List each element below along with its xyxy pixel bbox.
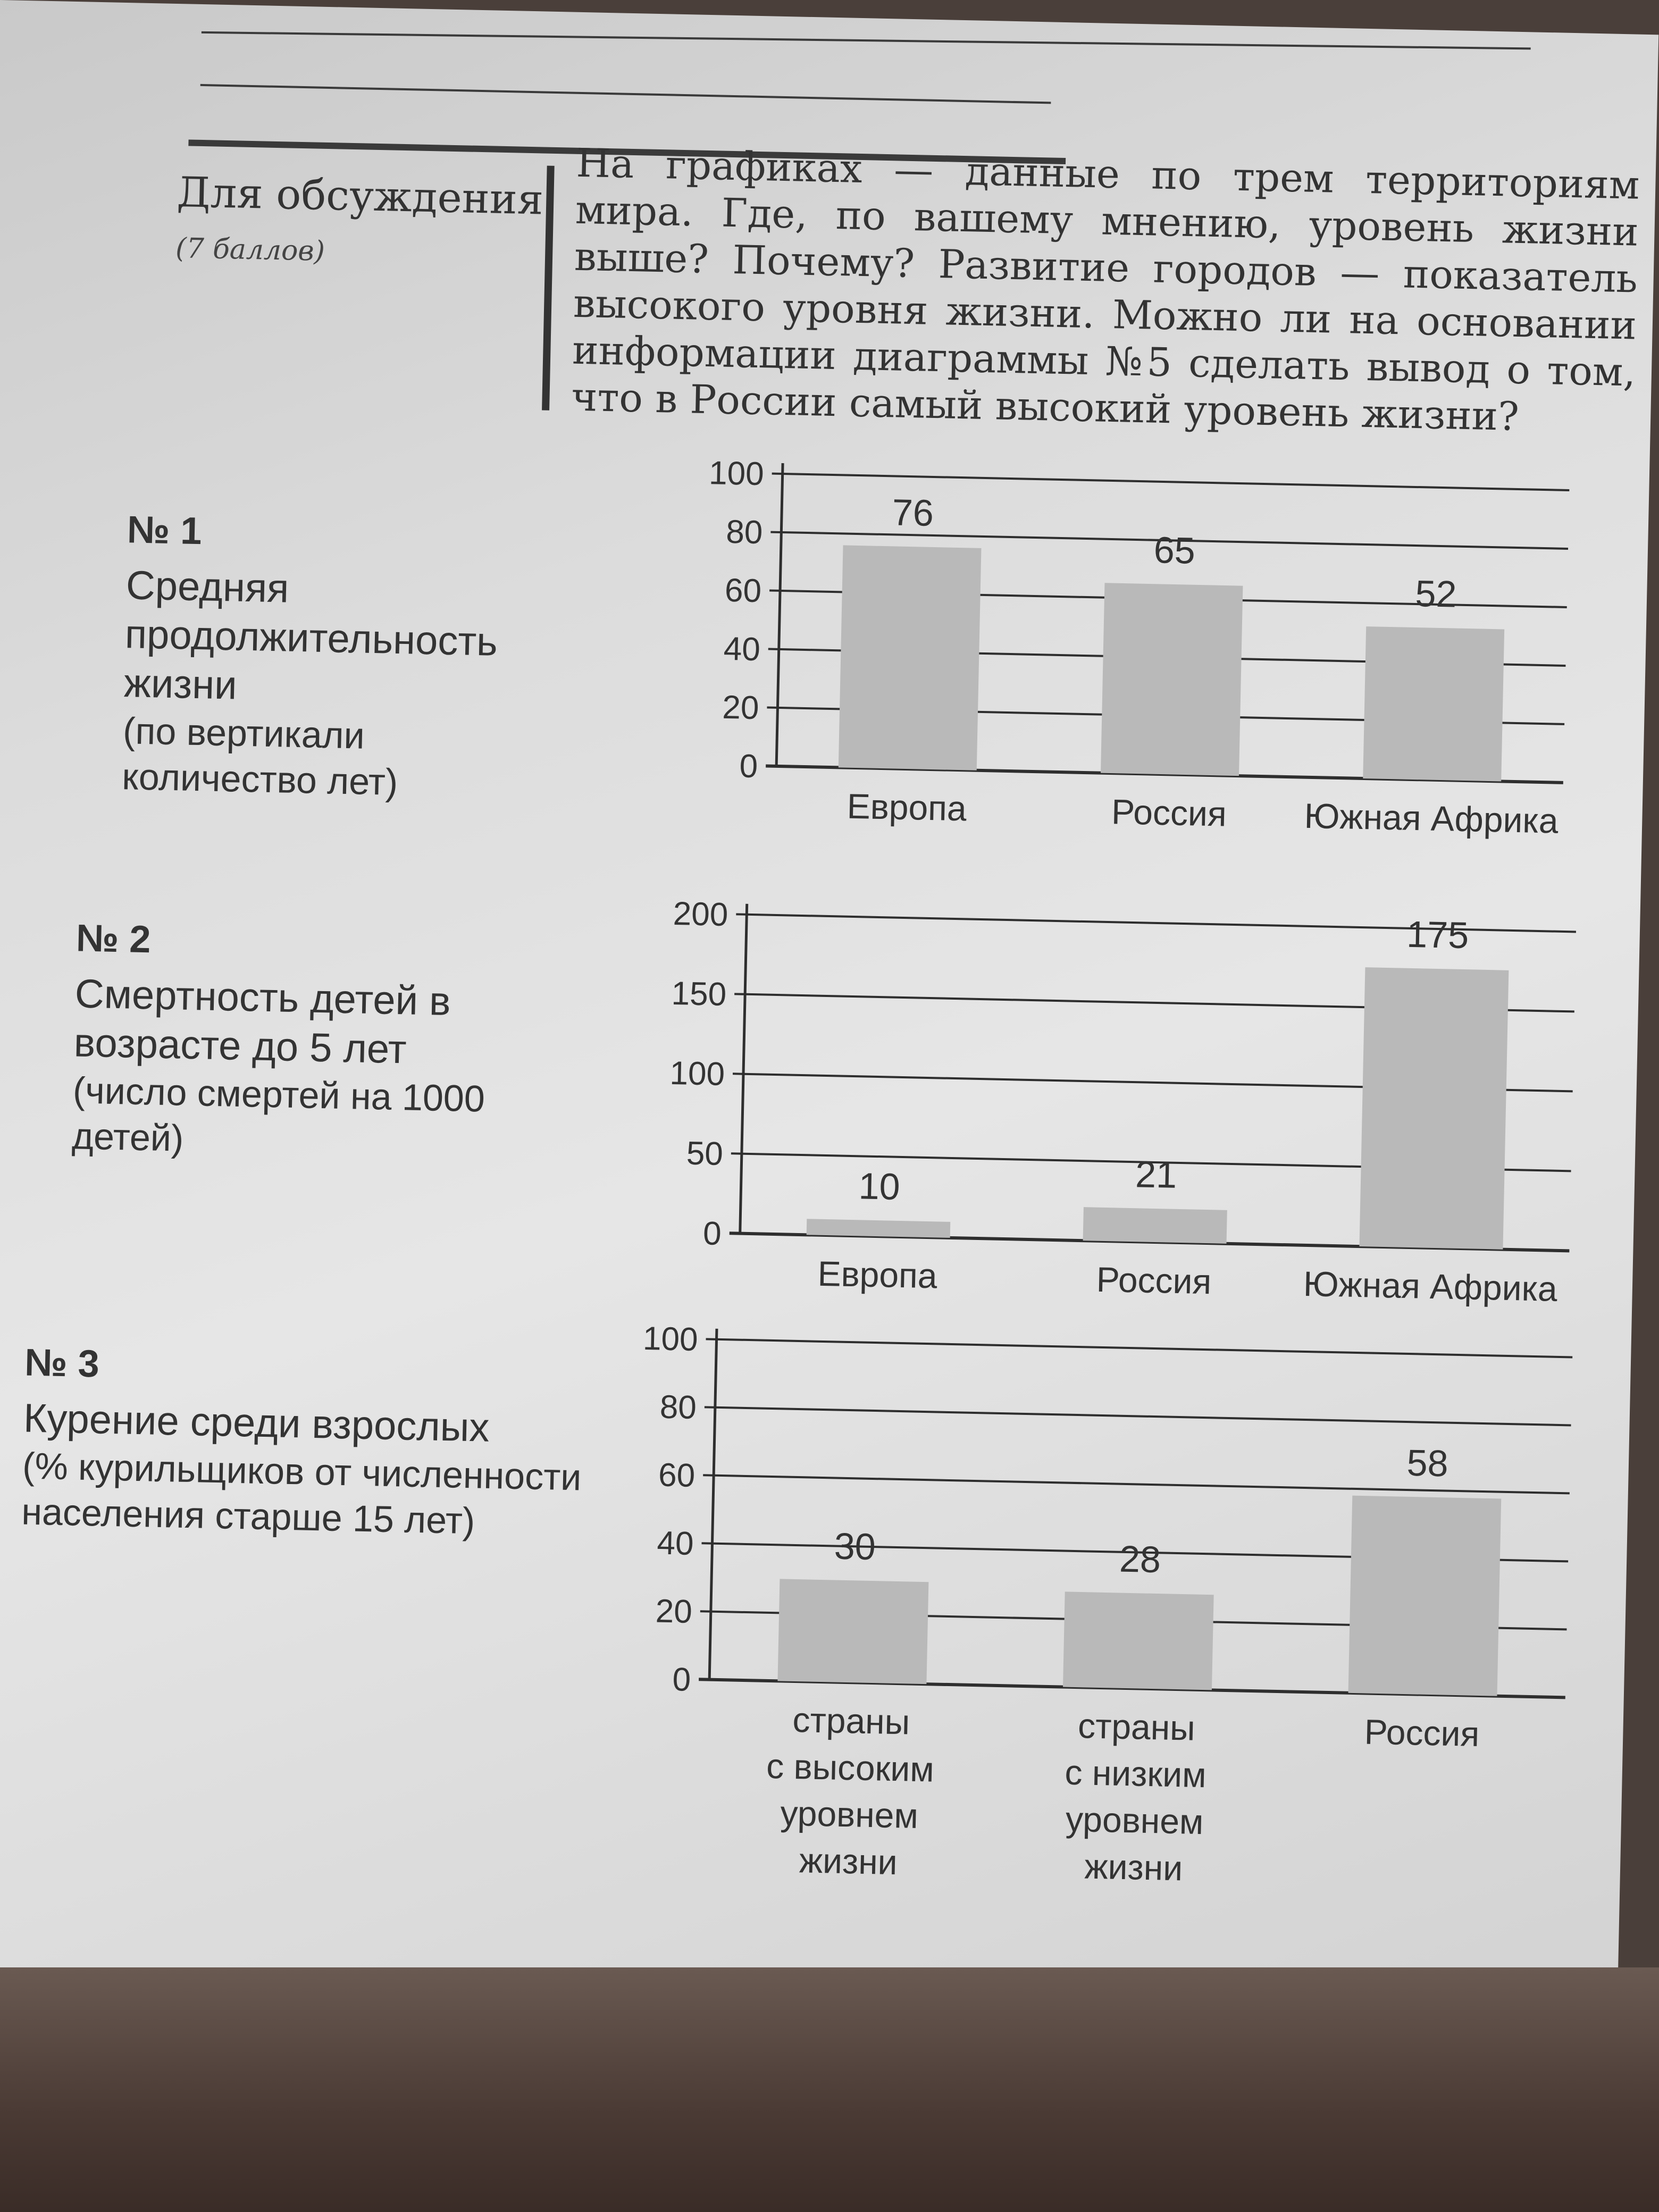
chart-3-value-label: 58 bbox=[1406, 1442, 1449, 1485]
chart-1-gridline bbox=[772, 474, 1570, 490]
chart-2-number: № 2 bbox=[76, 917, 152, 961]
chart-1-y-axis bbox=[776, 463, 783, 766]
chart-2-y-axis bbox=[740, 904, 747, 1234]
chart-1-value-label: 76 bbox=[892, 491, 934, 534]
question-text: На графиках — данные по трем территориям мира. Где, по вашему мнению, уровень жизни выше? Почему? Развитие городов — показатель высокого уровня жизни. Можно ли на основании информации диаграммы №5 сделать вывод о том, что в России самый высокий уровень жизни? bbox=[571, 140, 1640, 440]
chart-1-number: № 1 bbox=[127, 508, 203, 553]
chart-1-bar bbox=[1363, 626, 1504, 781]
chart-3-tick-label: 40 bbox=[656, 1524, 694, 1562]
chart-1-category-label: Россия bbox=[1111, 792, 1227, 834]
chart-3-tick-label: 0 bbox=[672, 1661, 691, 1698]
chart-1-tick-label: 20 bbox=[722, 689, 760, 727]
chart-1-bar bbox=[839, 545, 982, 770]
chart-3-tick-label: 20 bbox=[655, 1593, 693, 1630]
chart-3-title: Курение среди взрослых bbox=[23, 1395, 490, 1451]
chart-2-tick-label: 150 bbox=[671, 975, 727, 1013]
chart-1-title: Средняя продолжительность жизни bbox=[123, 563, 498, 708]
chart-3-tick-label: 80 bbox=[659, 1388, 697, 1427]
chart-1-note: (по вертикали количество лет) bbox=[121, 710, 399, 803]
chart-2-value-label: 175 bbox=[1406, 913, 1469, 957]
chart-3-category-label: страныс низкимуровнемжизни bbox=[1064, 1706, 1207, 1888]
chart-2-bar bbox=[1083, 1207, 1227, 1244]
chart-1-tick-label: 100 bbox=[708, 455, 765, 493]
chart-3-tick-label: 60 bbox=[658, 1456, 696, 1494]
chart-3-number: № 3 bbox=[24, 1341, 100, 1386]
chart-3-value-label: 30 bbox=[834, 1525, 876, 1568]
section-points: (7 баллов) bbox=[175, 232, 325, 267]
chart-3-bar bbox=[777, 1579, 928, 1684]
chart-3-category-label: Россия bbox=[1364, 1712, 1480, 1754]
chart-3-bar bbox=[1348, 1496, 1502, 1696]
chart-1-tick-label: 40 bbox=[723, 630, 761, 668]
chart-2-bar bbox=[1359, 967, 1509, 1250]
chart-2-value-label: 21 bbox=[1135, 1153, 1177, 1196]
chart-1-tick-label: 60 bbox=[724, 572, 762, 610]
chart-3-y-axis bbox=[709, 1329, 717, 1680]
chart-2-category-label: Европа bbox=[817, 1253, 938, 1296]
chart-1-category-label: Европа bbox=[847, 786, 967, 828]
chart-3-note: (% курильщиков от численности населения старше 15 лет) bbox=[21, 1445, 582, 1542]
chart-1-value-label: 65 bbox=[1153, 529, 1196, 572]
chart-3-category-label: страныс высокимуровнемжизни bbox=[766, 1699, 935, 1882]
chart-1-value-label: 52 bbox=[1414, 572, 1457, 615]
chart-2-bar bbox=[807, 1219, 951, 1238]
chart-3-bar bbox=[1063, 1591, 1214, 1690]
chart-3-gridline bbox=[705, 1407, 1571, 1425]
chart-1-tick-label: 80 bbox=[725, 513, 764, 551]
chart-2-tick-label: 200 bbox=[673, 895, 728, 934]
chart-1-bar bbox=[1101, 583, 1243, 776]
table-surface bbox=[0, 1967, 1659, 2212]
chart-3-value-label: 28 bbox=[1119, 1538, 1161, 1581]
chart-1-category-label: Южная Африка bbox=[1304, 795, 1559, 841]
chart-1-tick-label: 0 bbox=[739, 748, 758, 785]
chart-2-tick-label: 50 bbox=[686, 1135, 724, 1172]
chart-3-tick-label: 100 bbox=[642, 1320, 699, 1359]
chart-2-category-label: Южная Африка bbox=[1303, 1263, 1558, 1309]
chart-2-value-label: 10 bbox=[858, 1165, 901, 1208]
section-title: Для обсуждения bbox=[176, 169, 544, 224]
chart-2-title: Смертность детей в возрасте до 5 лет bbox=[73, 971, 451, 1073]
chart-2-note: (число смертей на 1000 детей) bbox=[71, 1069, 485, 1159]
chart-2-tick-label: 100 bbox=[669, 1054, 725, 1093]
chart-2-tick-label: 0 bbox=[702, 1215, 722, 1252]
chart-2-category-label: Россия bbox=[1096, 1259, 1212, 1302]
chart-3-gridline bbox=[706, 1339, 1573, 1357]
